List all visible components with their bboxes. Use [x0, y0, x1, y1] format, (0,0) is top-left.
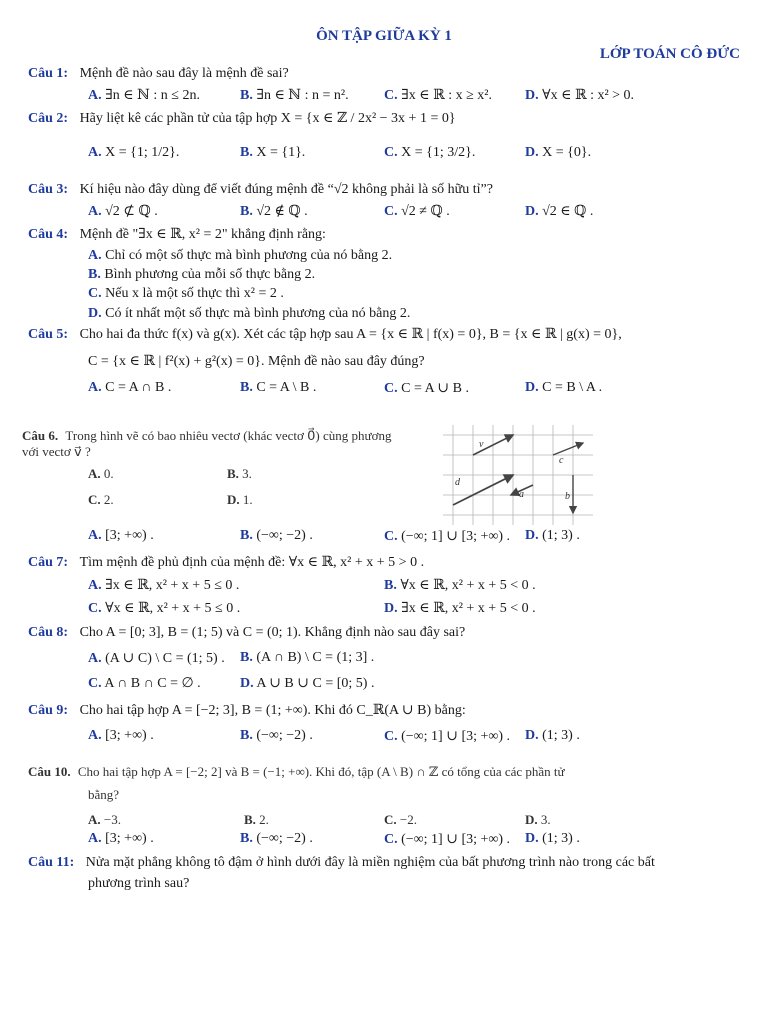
option-b[interactable]: B. (−∞; −2) . — [240, 831, 313, 846]
option-a[interactable]: A. (A ∪ C) \ C = (1; 5) . — [88, 651, 225, 666]
option-c[interactable]: C. −2. — [384, 812, 417, 827]
grid-lines — [443, 425, 593, 525]
option-d[interactable]: D. (1; 3) . — [525, 831, 580, 846]
option-c[interactable]: C. C = A ∪ B . — [384, 381, 469, 396]
option-c[interactable]: C. (−∞; 1] ∪ [3; +∞) . — [384, 529, 511, 544]
option-c[interactable]: C. 2. — [88, 492, 114, 507]
option-c[interactable]: C. A ∩ B ∩ C = ∅ . — [88, 676, 201, 691]
option-a[interactable]: A. ∃x ∈ ℝ, x² + x + 5 ≤ 0 . — [88, 578, 240, 593]
label-d: d⃗ — [455, 477, 468, 488]
question-7: Câu 7: Tìm mệnh đề phủ định của mệnh đề: ∀x ∈ ℝ, x² + x + 5 > 0 . — [28, 555, 425, 570]
option-d[interactable]: D. X = {0}. — [525, 145, 592, 160]
option-c[interactable]: C. (−∞; 1] ∪ [3; +∞) . — [384, 832, 511, 847]
question-text: Mệnh đề nào sau đây là mệnh đề sai? — [79, 66, 289, 81]
label-b: b⃗ — [565, 491, 578, 502]
option-a[interactable]: A. −3. — [88, 812, 121, 827]
page-title: ÔN TẬP GIỮA KỲ 1 — [316, 28, 452, 44]
option-b[interactable]: B. 2. — [244, 812, 269, 827]
question-label: Câu 1: — [28, 66, 69, 81]
option-b[interactable]: B. √2 ∉ ℚ . — [240, 204, 308, 219]
option-b[interactable]: B. (−∞; −2) . — [240, 528, 313, 543]
option-a[interactable]: A. C = A ∩ B . — [88, 380, 172, 395]
option-d[interactable]: D. 3. — [525, 812, 551, 827]
option-b[interactable]: B. (A ∩ B) \ C = (1; 3] . — [240, 650, 375, 665]
option-a[interactable]: A. X = {1; 1/2}. — [88, 145, 180, 160]
option-d[interactable]: D. A ∪ B ∪ C = [0; 5) . — [240, 676, 375, 691]
vector-grid-figure — [443, 425, 593, 525]
question-6-line-2: với vectơ v⃗ ? — [22, 444, 91, 459]
question-8: Câu 8: Cho A = [0; 3], B = (1; 5) và C = (0; 1). Khẳng định nào sau đây sai? — [28, 625, 466, 640]
option-a[interactable]: A. [3; +∞) . — [88, 728, 154, 743]
page-subtitle: LỚP TOÁN CÔ ĐỨC — [599, 46, 740, 62]
option-b[interactable]: B. X = {1}. — [240, 145, 306, 160]
question-3: Câu 3: Kí hiệu nào đây dùng để viết đúng mệnh đề “√2 không phải là số hữu tỉ”? — [28, 182, 493, 197]
option-c[interactable]: C. √2 ≠ ℚ . — [384, 204, 450, 219]
option-c[interactable]: C. (−∞; 1] ∪ [3; +∞) . — [384, 729, 511, 744]
option-d[interactable]: D. 1. — [227, 492, 253, 507]
question-11-line-2: phương trình sau? — [88, 876, 190, 891]
option-b[interactable]: B. C = A \ B . — [240, 380, 317, 395]
question-4: Câu 4: Mệnh đề "∃x ∈ ℝ, x² = 2" khẳng định rằng: — [28, 227, 326, 242]
question-11: Câu 11: Nửa mặt phẳng không tô đậm ở hình dưới đây là miền nghiệm của bất phương trình nào trong các bất — [28, 855, 655, 870]
option-c[interactable]: C. X = {1; 3/2}. — [384, 145, 476, 160]
question-2: Câu 2: Hãy liệt kê các phần tử của tập hợp X = {x ∈ ℤ / 2x² − 3x + 1 = 0} — [28, 111, 456, 126]
question-6: Câu 6. Trong hình vẽ có bao nhiêu vectơ (khác vectơ 0⃗) cùng phương — [22, 428, 392, 443]
option-b[interactable]: B. ∃n ∈ ℕ : n = n². — [240, 88, 349, 103]
option-d[interactable]: D. ∃x ∈ ℝ, x² + x + 5 < 0 . — [384, 601, 536, 616]
option-a[interactable]: A. √2 ⊄ ℚ . — [88, 204, 158, 219]
option-b[interactable]: B. Bình phương của mỗi số thực bằng 2. — [88, 267, 316, 282]
option-c[interactable]: C. ∀x ∈ ℝ, x² + x + 5 ≤ 0 . — [88, 601, 241, 616]
option-a[interactable]: A. [3; +∞) . — [88, 831, 154, 846]
option-d[interactable]: D. C = B \ A . — [525, 380, 603, 395]
option-d[interactable]: D. (1; 3) . — [525, 528, 580, 543]
label-v: v⃗ — [479, 439, 492, 450]
option-b[interactable]: B. 3. — [227, 466, 252, 481]
option-d[interactable]: D. (1; 3) . — [525, 728, 580, 743]
option-a[interactable]: A. Chỉ có một số thực mà bình phương của nó bằng 2. — [88, 248, 393, 263]
option-a[interactable]: A. [3; +∞) . — [88, 528, 154, 543]
option-a[interactable]: A. ∃n ∈ ℕ : n ≤ 2n. — [88, 88, 200, 103]
option-c[interactable]: C. ∃x ∈ ℝ : x ≥ x². — [384, 88, 492, 103]
label-c: c⃗ — [559, 455, 572, 466]
question-9: Câu 9: Cho hai tập hợp A = [−2; 3], B = (1; +∞). Khi đó C_ℝ(A ∪ B) bằng: — [28, 703, 466, 718]
option-d[interactable]: D. √2 ∈ ℚ . — [525, 204, 594, 219]
option-c[interactable]: C. Nếu x là một số thực thì x² = 2 . — [88, 286, 284, 301]
label-a: a⃗ — [519, 489, 532, 500]
vector-c — [553, 443, 583, 455]
question-5: Câu 5: Cho hai đa thức f(x) và g(x). Xét các tập hợp sau A = {x ∈ ℝ | f(x) = 0}, B = {x ∈ ℝ | g(x) = 0}, — [28, 327, 622, 342]
option-a[interactable]: A. 0. — [88, 466, 114, 481]
option-b[interactable]: B. ∀x ∈ ℝ, x² + x + 5 < 0 . — [384, 578, 536, 593]
option-d[interactable]: D. Có ít nhất một số thực mà bình phương của nó bằng 2. — [88, 306, 411, 321]
question-1 — [28, 66, 289, 82]
question-5-line-2: C = {x ∈ ℝ | f²(x) + g²(x) = 0}. Mệnh đề nào sau đây đúng? — [88, 354, 425, 369]
question-10-line-2: bằng? — [88, 787, 120, 802]
question-10: Câu 10. Cho hai tập hợp A = [−2; 2] và B = (−1; +∞). Khi đó, tập (A \ B) ∩ ℤ có tổng của các phần tử — [28, 764, 565, 779]
option-b[interactable]: B. (−∞; −2) . — [240, 728, 313, 743]
option-d[interactable]: D. ∀x ∈ ℝ : x² > 0. — [525, 88, 635, 103]
